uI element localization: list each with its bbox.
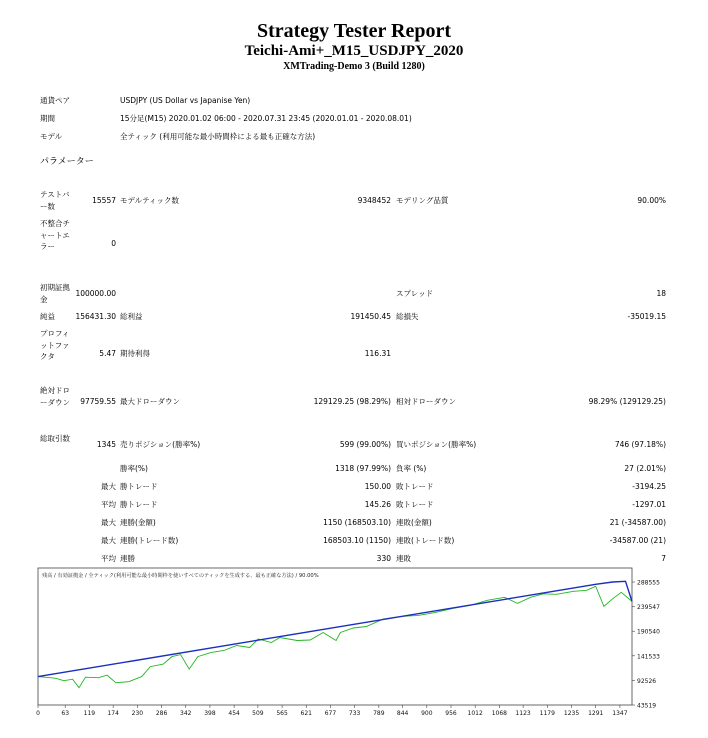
- gross-loss-label: 総損失: [396, 312, 419, 321]
- quality-value: 90.00%: [637, 196, 666, 205]
- avg-consec-win-value: 330: [376, 554, 391, 563]
- win-value: 1318 (97.99%): [335, 464, 391, 473]
- long-label: 買いポジション(勝率%): [396, 440, 477, 449]
- x-tick-label: 286: [155, 710, 168, 717]
- x-tick-label: 174: [107, 710, 119, 717]
- x-tick-label: 342: [180, 710, 192, 717]
- x-tick-label: 1123: [515, 710, 531, 717]
- y-tick-label: 288555: [637, 579, 660, 587]
- y-tick-label: 92526: [637, 677, 657, 685]
- params-label: パラメーター: [40, 157, 94, 167]
- x-tick-label: 621: [300, 710, 312, 717]
- rel-dd-label: 相対ドローダウン: [396, 397, 456, 406]
- ticks-value: 9348452: [357, 196, 391, 205]
- x-tick-label: 1068: [491, 710, 508, 717]
- max-consec-loss-label: 連敗(金額): [396, 518, 432, 527]
- x-tick-label: 677: [324, 710, 337, 717]
- model-label: モデル: [40, 132, 63, 141]
- loss-value: 27 (2.01%): [624, 464, 666, 473]
- x-tick-label: 1291: [588, 710, 604, 717]
- mismatch-value: 0: [111, 239, 116, 248]
- x-tick-label: 565: [276, 710, 288, 717]
- expected-label: 期待利得: [120, 349, 150, 358]
- report-subtitle: Teichi-Ami+_M15_USDJPY_2020: [244, 43, 464, 59]
- model-value: 全ティック (利用可能な最小時間枠による最も正確な方法): [120, 132, 316, 141]
- gross-profit-label: 総利益: [120, 312, 143, 321]
- max-dd-value: 129129.25 (98.29%): [313, 397, 391, 406]
- abs-dd-label: 絶対ドローダウン: [40, 386, 70, 407]
- y-tick-label: 43519: [637, 702, 657, 710]
- short-value: 599 (99.00%): [339, 440, 391, 449]
- expected-value: 116.31: [364, 349, 391, 358]
- net-value: 156431.30: [75, 312, 116, 321]
- avg-consec-win-label: 連勝: [120, 554, 135, 563]
- pf-label: プロフィットファクタ: [40, 329, 70, 361]
- report-server: XMTrading-Demo 3 (Build 1280): [283, 61, 425, 72]
- bars-label: テストバー数: [40, 190, 70, 211]
- x-tick-label: 230: [131, 710, 144, 717]
- max-prefix-1: 最大: [101, 482, 116, 491]
- long-value: 746 (97.18%): [614, 440, 666, 449]
- avg-win-value: 145.26: [364, 500, 391, 509]
- largest-win-value: 150.00: [364, 482, 391, 491]
- gross-profit-value: 191450.45: [350, 312, 391, 321]
- max-prefix-3: 最大: [101, 536, 116, 545]
- win-label: 勝率(%): [120, 464, 148, 473]
- trades-value: 1345: [96, 440, 116, 449]
- period-label: 期間: [40, 114, 55, 123]
- x-tick-label: 0: [36, 710, 40, 717]
- pf-value: 5.47: [99, 349, 116, 358]
- x-tick-label: 956: [445, 710, 457, 717]
- pair-label: 通貨ペア: [40, 96, 70, 105]
- x-tick-label: 900: [421, 710, 433, 717]
- x-tick-label: 63: [61, 710, 70, 717]
- rel-dd-value: 98.29% (129129.25): [588, 397, 666, 406]
- mismatch-label: 不整合チャートエラー: [40, 219, 70, 251]
- report-title: Strategy Tester Report: [256, 20, 452, 42]
- quality-label: モデリング品質: [396, 196, 449, 205]
- spread-value: 18: [656, 289, 666, 298]
- y-tick-label: 190540: [637, 628, 660, 636]
- x-tick-label: 509: [252, 710, 264, 717]
- gross-loss-value: -35019.15: [627, 312, 666, 321]
- x-tick-label: 789: [373, 710, 385, 717]
- avg-win-label: 勝トレード: [120, 500, 158, 509]
- max-consec-profit-label: 連勝(トレード数): [120, 536, 179, 545]
- x-tick-label: 398: [204, 710, 216, 717]
- max-prefix-2: 最大: [101, 518, 116, 527]
- y-tick-label: 141533: [637, 653, 660, 661]
- spread-label: スプレッド: [396, 289, 434, 298]
- largest-loss-label: 敗トレード: [396, 482, 434, 491]
- period-value: 15分足(M15) 2020.01.02 06:00 - 2020.07.31 23:45 (2020.01.01 - 2020.08.01): [120, 114, 412, 123]
- max-consec-loss-value: 21 (-34587.00): [609, 518, 666, 527]
- x-tick-label: 454: [228, 710, 240, 717]
- x-tick-label: 733: [348, 710, 361, 717]
- loss-label: 負率 (%): [396, 464, 427, 473]
- max-consec-lossamt-value: -34587.00 (21): [609, 536, 666, 545]
- avg-loss-label: 敗トレード: [396, 500, 434, 509]
- largest-loss-value: -3194.25: [632, 482, 666, 491]
- net-label: 純益: [40, 312, 55, 321]
- short-label: 売りポジション(勝率%): [120, 440, 201, 449]
- avg-consec-loss-label: 連敗: [396, 554, 411, 563]
- chart-plot-frame: [38, 568, 632, 705]
- abs-dd-value: 97759.55: [80, 397, 116, 406]
- largest-win-label: 勝トレード: [120, 482, 158, 491]
- max-consec-win-label: 連勝(金額): [120, 518, 156, 527]
- x-tick-label: 1179: [539, 710, 555, 717]
- trades-label: 総取引数: [40, 434, 70, 443]
- x-tick-label: 119: [83, 710, 96, 717]
- max-consec-profit-value: 168503.10 (1150): [323, 536, 391, 545]
- x-tick-label: 1012: [467, 710, 483, 717]
- chart-legend: 残高 / 有効証拠金 / 全ティック(利用可能な最小時間枠を使いすべてのティックを生成する、最も正確な方法) / 90.00%: [42, 573, 319, 579]
- deposit-label: 初期証拠金: [40, 283, 70, 304]
- y-tick-label: 239547: [637, 604, 660, 612]
- x-tick-label: 1347: [612, 710, 628, 717]
- avg-loss-value: -1297.01: [632, 500, 666, 509]
- avg-consec-loss-value: 7: [661, 554, 666, 563]
- avg-prefix-1: 平均: [101, 500, 116, 509]
- max-consec-lossamt-label: 連敗(トレード数): [396, 536, 455, 545]
- pair-value: USDJPY (US Dollar vs Japanise Yen): [120, 96, 251, 105]
- max-consec-win-value: 1150 (168503.10): [323, 518, 391, 527]
- x-tick-label: 1235: [563, 710, 580, 717]
- avg-prefix-2: 平均: [101, 554, 116, 563]
- deposit-value: 100000.00: [75, 289, 116, 298]
- x-tick-label: 844: [396, 710, 409, 717]
- ticks-label: モデルティック数: [120, 196, 180, 205]
- balance-chart: [38, 568, 670, 718]
- max-dd-label: 最大ドローダウン: [120, 397, 180, 406]
- bars-value: 15557: [92, 196, 116, 205]
